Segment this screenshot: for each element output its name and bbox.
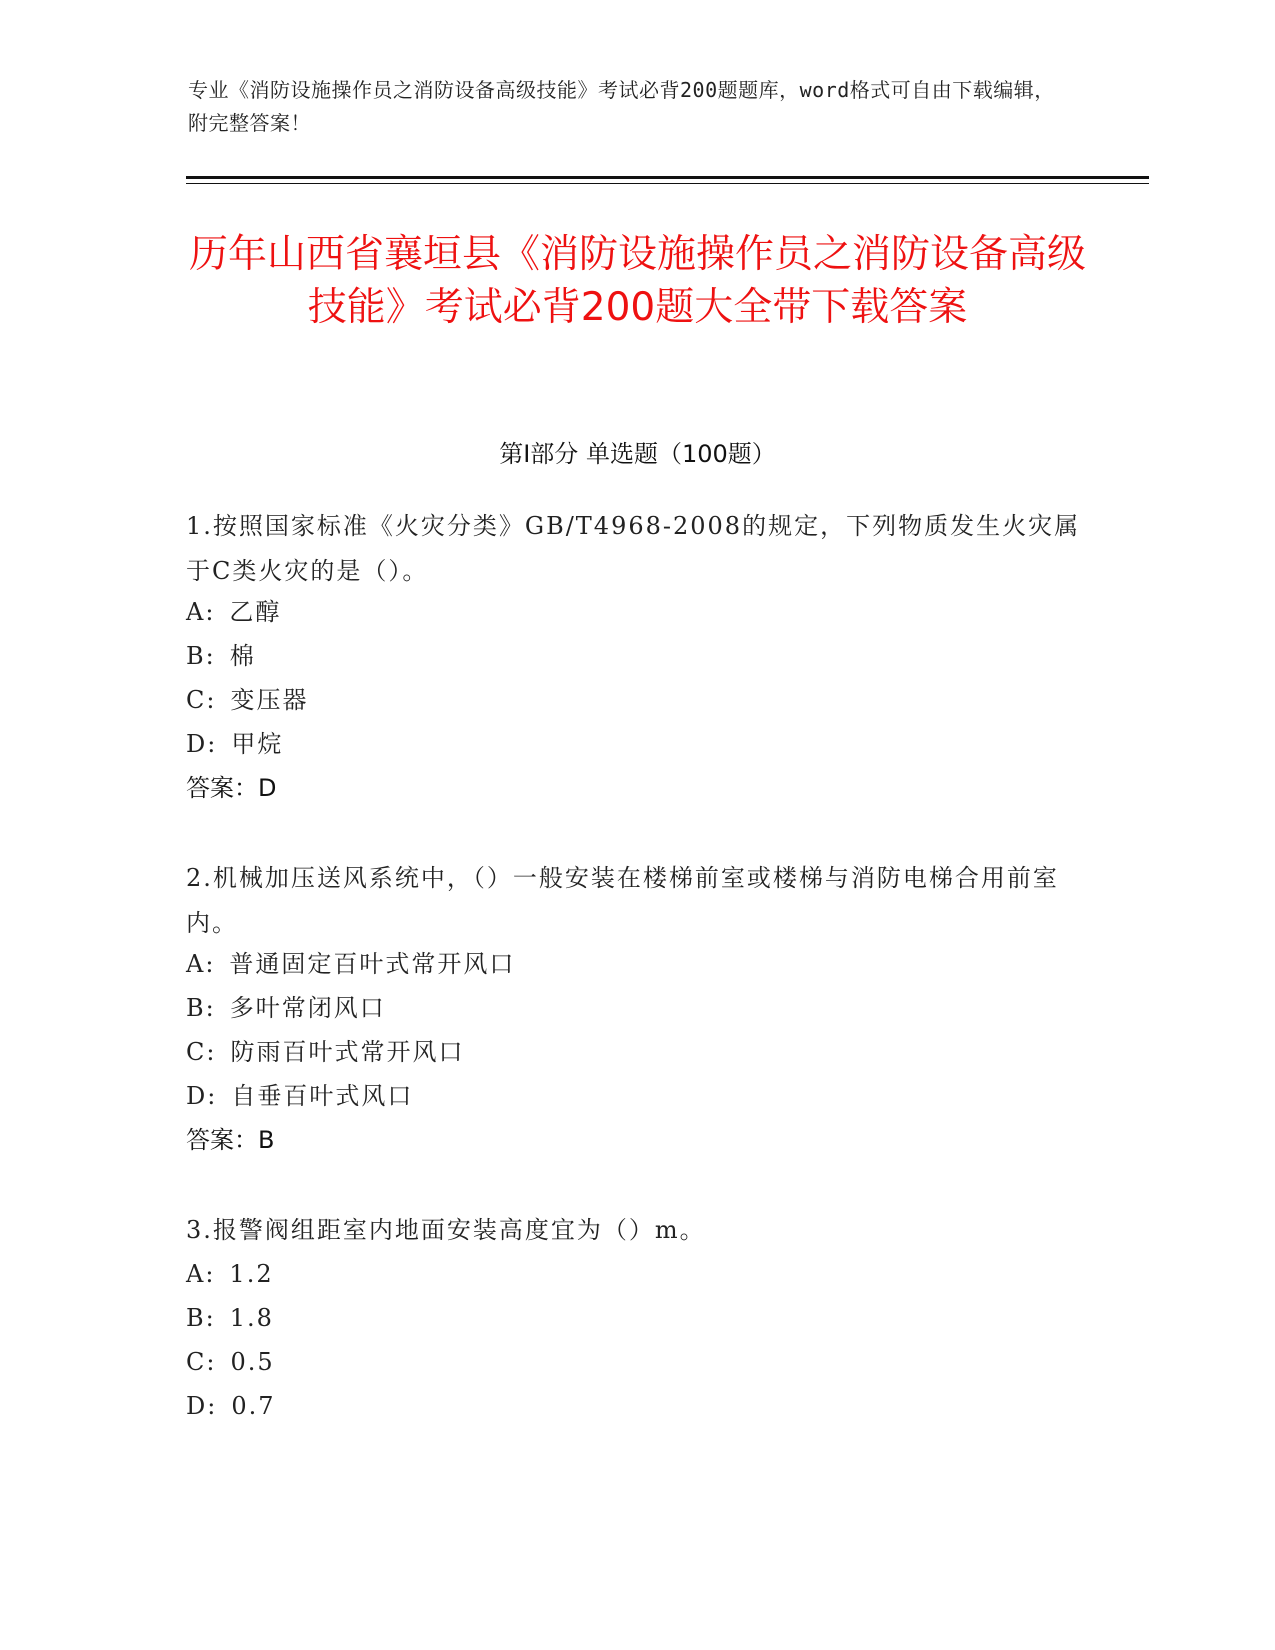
question-3-option-c (186, 1340, 1086, 1385)
document-title: 历年山西省襄垣县《消防设施操作员之消防设备高级技能》考试必背200题大全带下载答案 (188, 232, 1086, 330)
option-text: 自垂百叶式风口 (231, 1082, 414, 1110)
question-2-option-b (186, 986, 1086, 1031)
section-title: 第I部分 单选题（100题） (499, 440, 776, 468)
question-2-option-d (186, 1074, 1086, 1119)
option-key: B: (186, 642, 216, 670)
option-key: C: (186, 1038, 217, 1066)
option-key: A: (186, 950, 216, 978)
option-key: C: (186, 1348, 217, 1376)
header-divider-thin (186, 183, 1149, 184)
question-3-option-b (186, 1296, 1086, 1341)
option-text: 多叶常闭风口 (229, 994, 386, 1022)
option-key: D: (186, 730, 218, 758)
question-1-option-a (186, 590, 1086, 635)
question-3-option-a (186, 1252, 1086, 1297)
question-1-answer: 答案：D (186, 774, 277, 802)
option-text: 0.7 (231, 1392, 276, 1420)
option-text: 1.8 (229, 1304, 274, 1332)
question-2-option-c (186, 1030, 1086, 1075)
option-key: D: (186, 1082, 218, 1110)
option-text: 棉 (229, 642, 256, 670)
question-2-option-a (186, 942, 1086, 987)
question-1-option-d (186, 722, 1086, 767)
question-2-answer: 答案：B (186, 1126, 275, 1154)
option-text: 甲烷 (231, 730, 284, 758)
option-key: D: (186, 1392, 218, 1420)
option-text: 乙醇 (229, 598, 282, 626)
option-key: A: (186, 1260, 216, 1288)
header-divider-thick (186, 176, 1149, 179)
question-1-text: 1.按照国家标准《火灾分类》GB/T4968-2008的规定，下列物质发生火灾属于C类火灾的是（）。 (186, 512, 1081, 585)
question-2-text: 2.机械加压送风系统中，（）一般安装在楼梯前室或楼梯与消防电梯合用前室内。 (186, 864, 1059, 937)
question-3-text: 3.报警阀组距室内地面安装高度宜为（）m。 (186, 1216, 706, 1244)
header-note: 专业《消防设施操作员之消防设备高级技能》考试必背200题题库，word格式可自由下载编辑，附完整答案！ (188, 78, 1055, 135)
option-key: A: (186, 598, 216, 626)
option-text: 1.2 (229, 1260, 274, 1288)
option-key: B: (186, 1304, 216, 1332)
option-text: 普通固定百叶式常开风口 (229, 950, 516, 978)
question-3-option-d (186, 1384, 1086, 1429)
option-text: 防雨百叶式常开风口 (230, 1038, 465, 1066)
option-text: 变压器 (230, 686, 309, 714)
option-key: C: (186, 686, 217, 714)
question-1-option-b (186, 634, 1086, 679)
question-1-option-c (186, 678, 1086, 723)
option-key: B: (186, 994, 216, 1022)
option-text: 0.5 (230, 1348, 275, 1376)
